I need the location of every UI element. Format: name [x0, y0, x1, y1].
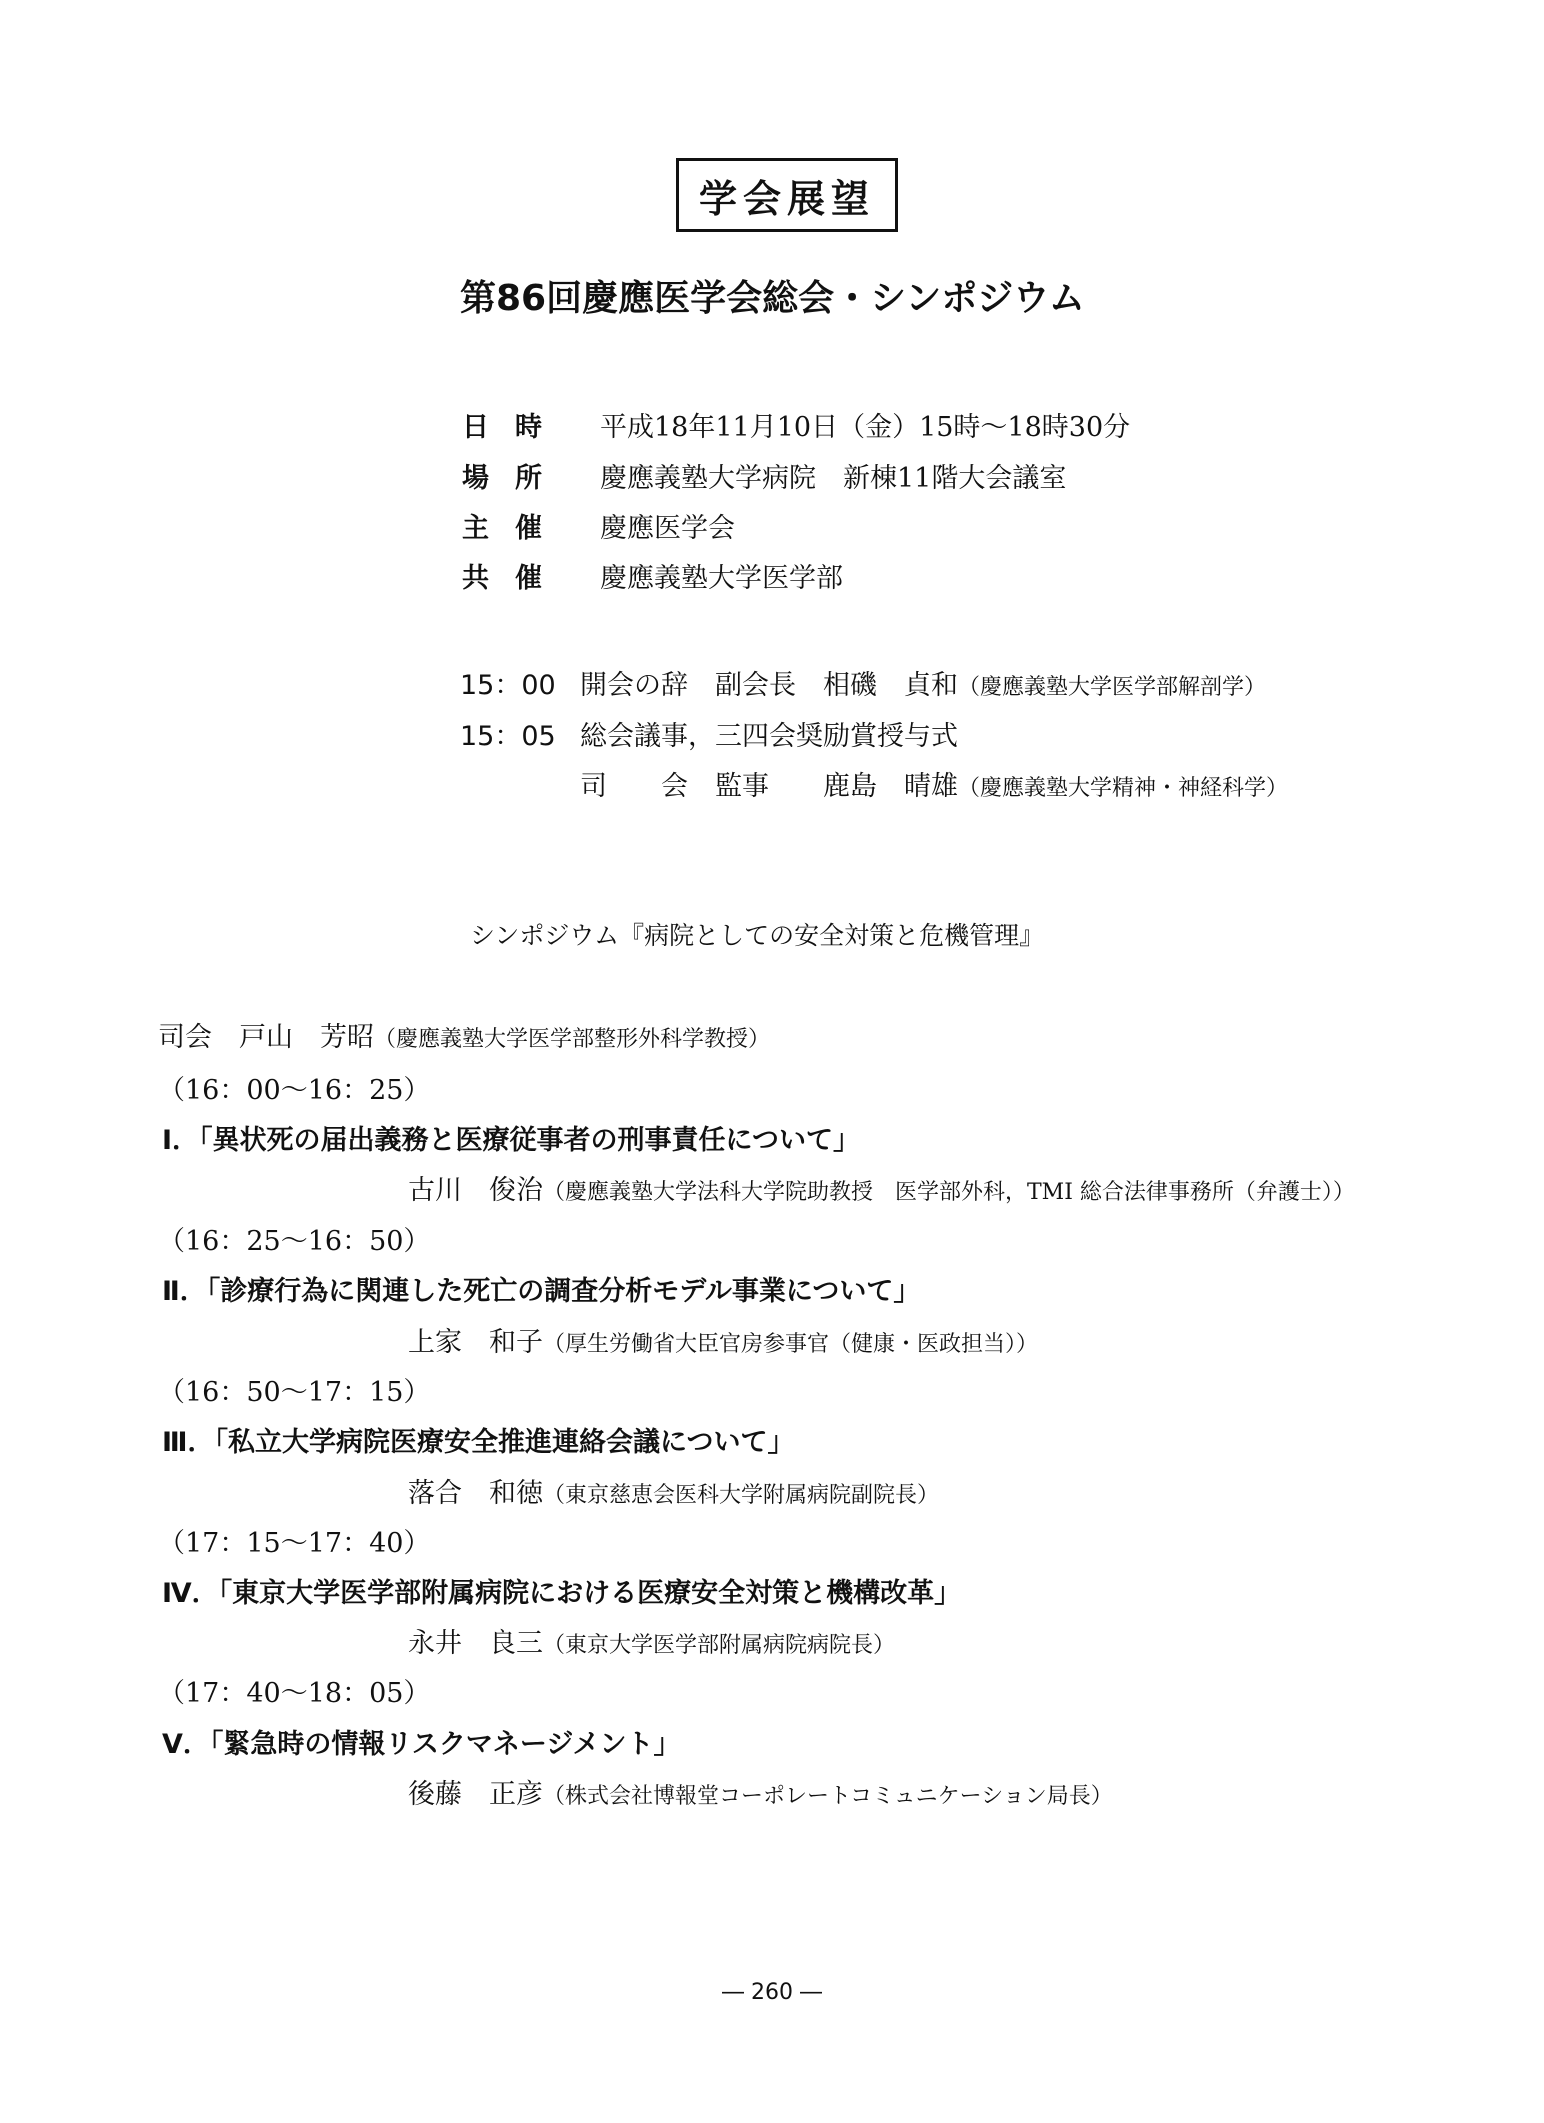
info-value-cohost: 慶應義塾大学医学部: [600, 563, 843, 594]
talk-2-speaker-line: [408, 1320, 1038, 1359]
chair-role: 司 会 監事 鹿島 晴雄: [580, 771, 958, 802]
talk-5-speaker: 後藤 正彦: [408, 1779, 543, 1810]
info-value-venue: 慶應義塾大学病院 新棟11階大会議室: [600, 463, 1067, 494]
talk-3-speaker: 落合 和徳: [408, 1478, 543, 1509]
info-value-datetime: 平成18年11月10日（金）15時～18時30分: [600, 412, 1131, 443]
talk-4-title: Ⅳ．「東京大学医学部附属病院における医療安全対策と機構改革」: [162, 1578, 962, 1609]
talk-5-speaker-line: [408, 1772, 1113, 1811]
info-value-host: 慶應医学会: [600, 513, 735, 544]
talk-3-speaker-line: [408, 1471, 939, 1510]
talk-4-affiliation: （東京大学医学部附属病院病院長）: [543, 1633, 896, 1658]
talk-2-affiliation: （厚生労働省大臣官房参事官（健康・医政担当））: [543, 1332, 1039, 1357]
talk-2-title: Ⅱ．「診療行為に関連した死亡の調査分析モデル事業について」: [162, 1276, 921, 1307]
talk-3-title: Ⅲ．「私立大学病院医療安全推進連絡会議について」: [162, 1427, 795, 1458]
talk-4-speaker: 永井 良三: [408, 1628, 543, 1659]
schedule-opening-time: 15：00: [460, 670, 556, 701]
opening-affiliation: （慶應義塾大学医学部解剖学）: [958, 675, 1267, 700]
schedule-opening-text: [580, 663, 1266, 702]
schedule-general-time: 15：05: [460, 721, 556, 752]
moderator-name: 司会 戸山 芳昭: [158, 1022, 374, 1053]
talk-1-title: Ⅰ．「異状死の届出義務と医療従事者の刑事責任について」: [162, 1125, 861, 1156]
page-number: ― 260 ―: [722, 1980, 822, 2005]
talk-2-time: （16：25～16：50）: [158, 1226, 431, 1257]
talk-5-time: （17：40～18：05）: [158, 1678, 431, 1709]
talk-5-title: Ⅴ．「緊急時の情報リスクマネージメント」: [162, 1729, 681, 1760]
symposium-moderator: [158, 1015, 770, 1054]
talk-1-speaker-line: [408, 1168, 1355, 1207]
opening-speaker: 開会の辞 副会長 相磯 貞和: [580, 670, 958, 701]
talk-5-affiliation: （株式会社博報堂コーポレートコミュニケーション局長）: [543, 1784, 1113, 1809]
talk-4-speaker-line: [408, 1621, 895, 1660]
talk-1-time: （16：00～16：25）: [158, 1075, 431, 1106]
section-box-title: 学会展望: [676, 158, 898, 232]
talk-4-time: （17：15～17：40）: [158, 1528, 431, 1559]
info-label-host: 主催: [462, 513, 568, 544]
talk-1-affiliation: （慶應義塾大学法科大学院助教授 医学部外科，TMI 総合法律事務所（弁護士））: [543, 1180, 1355, 1205]
moderator-affiliation: （慶應義塾大学医学部整形外科学教授）: [374, 1027, 771, 1052]
info-label-datetime: 日時: [462, 412, 568, 443]
talk-3-time: （16：50～17：15）: [158, 1377, 431, 1408]
info-label-venue: 場所: [462, 463, 568, 494]
chair-affiliation: （慶應義塾大学精神・神経科学）: [958, 776, 1289, 801]
talk-3-affiliation: （東京慈恵会医科大学附属病院副院長）: [543, 1483, 940, 1508]
page-title: 第86回慶應医学会総会・シンポジウム: [460, 278, 1085, 319]
info-label-cohost: 共催: [462, 563, 568, 594]
schedule-general-text: 総会議事，三四会奨励賞授与式: [580, 721, 958, 752]
talk-2-speaker: 上家 和子: [408, 1327, 543, 1358]
symposium-title: シンポジウム『病院としての安全対策と危機管理』: [470, 921, 1045, 950]
talk-1-speaker: 古川 俊治: [408, 1175, 543, 1206]
schedule-chair: [580, 764, 1288, 803]
